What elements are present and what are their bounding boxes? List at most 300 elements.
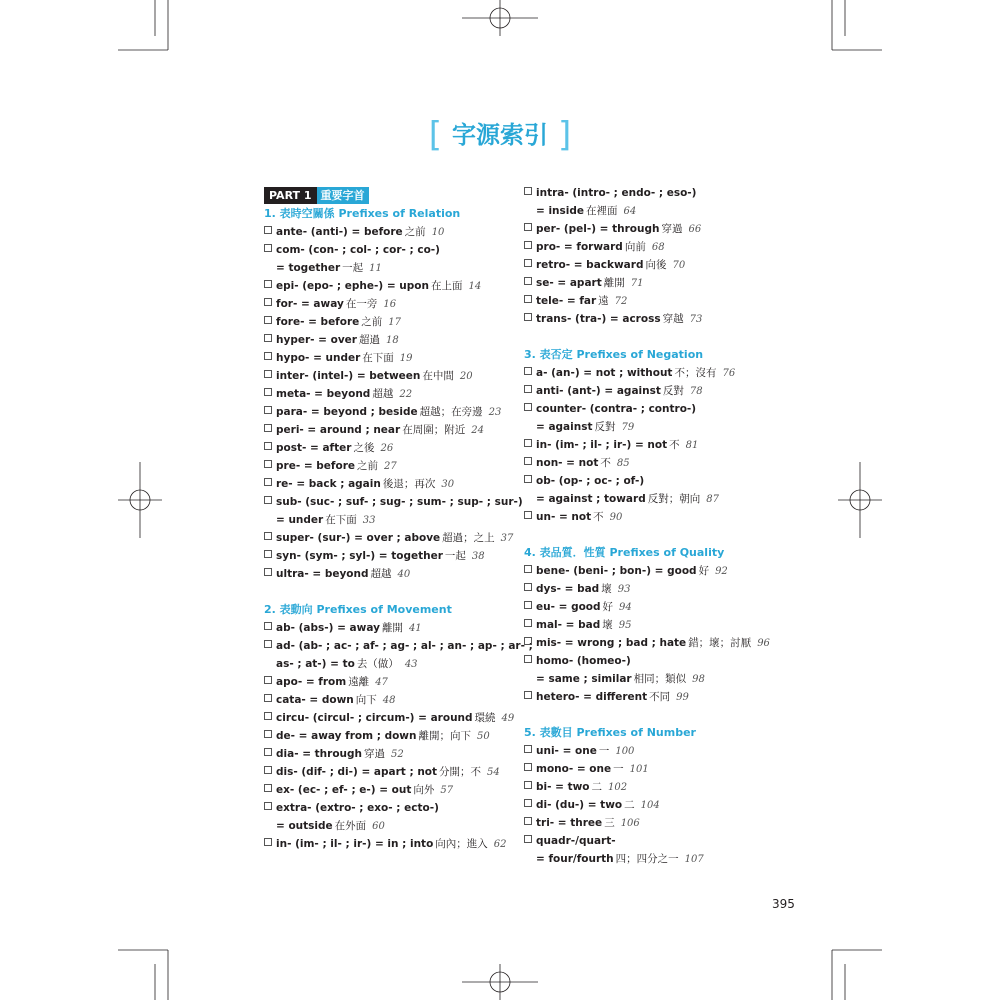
prefix-definition: fore- = before	[276, 316, 360, 328]
index-entry-continuation	[524, 850, 784, 868]
chinese-meaning: 超越	[370, 568, 392, 580]
page-ref: 87	[706, 494, 719, 505]
page-ref: 11	[369, 263, 382, 274]
checkbox-icon	[524, 565, 532, 573]
index-entry	[264, 475, 519, 493]
prefix-definition: counter- (contra- ; contro-)	[536, 403, 697, 415]
page-ref: 64	[623, 206, 637, 217]
page-ref: 76	[722, 368, 736, 379]
chinese-meaning: 環繞	[474, 712, 496, 724]
page-ref: 73	[689, 314, 703, 325]
chinese-meaning: 向前	[624, 241, 646, 253]
index-entry	[264, 727, 519, 745]
checkbox-icon	[264, 388, 272, 396]
prefix-definition: = outside	[276, 820, 333, 832]
checkbox-icon	[524, 817, 532, 825]
page-ref: 27	[384, 461, 397, 472]
index-entry	[524, 796, 784, 814]
page-ref: 78	[689, 386, 703, 397]
index-entry	[264, 421, 519, 439]
checkbox-icon	[524, 655, 532, 663]
prefix-definition: inter- (intel-) = between	[276, 370, 421, 382]
page-ref: 106	[620, 818, 640, 829]
section-heading: 3. 表否定 Prefixes of Negation	[524, 348, 704, 361]
prefix-definition: de- = away from ; down	[276, 730, 417, 742]
index-entry-continuation	[264, 655, 519, 673]
page-ref: 92	[715, 566, 728, 577]
index-entry	[524, 256, 784, 274]
chinese-meaning: 向下	[355, 694, 377, 706]
index-entry	[524, 292, 784, 310]
page-ref: 94	[619, 602, 632, 613]
chinese-meaning: 在外面	[334, 820, 367, 832]
index-entry	[264, 349, 519, 367]
page-ref: 66	[688, 224, 702, 235]
prefix-definition: ultra- = beyond	[276, 568, 369, 580]
chinese-meaning: 在周圍；附近	[402, 424, 466, 436]
prefix-definition: dis- (dif- ; di-) = apart ; not	[276, 766, 438, 778]
index-entry	[524, 814, 784, 832]
chinese-meaning: 不	[669, 439, 680, 451]
prefix-definition: sub- (suc- ; suf- ; sug- ; sum- ; sup- ; sur-)	[276, 496, 523, 508]
index-entry	[524, 472, 784, 490]
prefix-definition: di- (du-) = two	[536, 799, 623, 811]
index-entry	[524, 508, 784, 526]
checkbox-icon	[264, 280, 272, 288]
checkbox-icon	[264, 424, 272, 432]
checkbox-icon	[264, 676, 272, 684]
chinese-meaning: 錯；壞；討厭	[688, 637, 752, 649]
checkbox-icon	[524, 313, 532, 321]
index-entry	[524, 454, 784, 472]
index-entry	[264, 439, 519, 457]
index-entry	[264, 619, 519, 637]
prefix-definition: apo- = from	[276, 676, 347, 688]
checkbox-icon	[524, 259, 532, 267]
chinese-meaning: 一	[598, 745, 610, 757]
checkbox-icon	[264, 748, 272, 756]
chinese-meaning: 二	[591, 781, 603, 793]
chinese-meaning: 之前	[361, 316, 383, 328]
page-ref: 30	[441, 479, 455, 490]
chinese-meaning: 四；四分之一	[615, 853, 679, 865]
index-entry	[524, 760, 784, 778]
index-entry	[264, 763, 519, 781]
checkbox-icon	[524, 403, 532, 411]
chinese-meaning: 反對	[594, 421, 616, 433]
page-ref: 14	[468, 281, 482, 292]
checkbox-icon	[524, 619, 532, 627]
checkbox-icon	[264, 838, 272, 846]
index-entry	[524, 580, 784, 598]
prefix-definition: epi- (epo- ; ephe-) = upon	[276, 280, 429, 292]
checkbox-icon	[524, 457, 532, 465]
page-ref: 26	[380, 443, 394, 454]
index-entry	[524, 238, 784, 256]
checkbox-icon	[264, 334, 272, 342]
chinese-meaning: 去（做）	[356, 658, 399, 670]
page-ref: 70	[672, 260, 686, 271]
index-entry	[524, 184, 784, 202]
chinese-meaning: 超越；在旁邊	[419, 406, 483, 418]
prefix-definition: un- = not	[536, 511, 592, 523]
page-ref: 71	[630, 278, 644, 289]
prefix-definition: ad- (ab- ; ac- ; af- ; ag- ; al- ; an- ; ap- ; ar- ;	[276, 640, 533, 652]
checkbox-icon	[524, 835, 532, 843]
prefix-definition: dia- = through	[276, 748, 363, 760]
index-entry	[264, 277, 519, 295]
section-heading: 1. 表時空關係 Prefixes of Relation	[264, 207, 461, 220]
index-entry	[524, 598, 784, 616]
chinese-meaning: 在中間	[422, 370, 454, 382]
index-entry	[264, 781, 519, 799]
index-entry	[264, 547, 519, 565]
page-ref: 19	[399, 353, 413, 364]
prefix-definition: uni- = one	[536, 745, 597, 757]
prefix-definition: extra- (extro- ; exo- ; ecto-)	[276, 802, 439, 814]
index-entry	[524, 310, 784, 328]
prefix-definition: mis- = wrong ; bad ; hate	[536, 637, 687, 649]
chinese-meaning: 離開	[381, 622, 403, 634]
prefix-definition: homo- (homeo-)	[536, 655, 631, 667]
checkbox-icon	[264, 766, 272, 774]
index-entry-continuation	[524, 418, 784, 436]
chinese-meaning: 在下面	[362, 352, 394, 364]
page-ref: 90	[609, 512, 623, 523]
checkbox-icon	[524, 799, 532, 807]
chinese-meaning: 不	[600, 457, 611, 469]
page-ref: 100	[615, 746, 635, 757]
page-ref: 40	[397, 569, 411, 580]
page-ref: 22	[399, 389, 413, 400]
prefix-definition: = inside	[536, 205, 585, 217]
index-entry	[264, 313, 519, 331]
title-bracket-open: [	[428, 115, 442, 155]
page-ref: 98	[692, 674, 705, 685]
index-column-right	[524, 184, 784, 868]
chinese-meaning: 分開；不	[439, 766, 482, 778]
checkbox-icon	[524, 601, 532, 609]
chinese-meaning: 一起	[444, 550, 466, 562]
index-entry	[524, 634, 784, 652]
prefix-definition: hypo- = under	[276, 352, 361, 364]
chinese-meaning: 一	[613, 763, 624, 775]
checkbox-icon	[524, 781, 532, 789]
page-ref: 102	[608, 782, 628, 793]
index-entry	[264, 835, 519, 853]
prefix-definition: post- = after	[276, 442, 352, 454]
page-ref: 18	[385, 335, 399, 346]
prefix-definition: bene- (beni- ; bon-) = good	[536, 565, 697, 577]
prefix-definition: peri- = around ; near	[276, 424, 401, 436]
prefix-definition: mono- = one	[536, 763, 612, 775]
prefix-definition: hyper- = over	[276, 334, 357, 346]
index-entry	[264, 799, 519, 817]
checkbox-icon	[264, 550, 272, 558]
index-entry	[524, 400, 784, 418]
page-ref: 43	[404, 659, 418, 670]
checkbox-icon	[264, 352, 272, 360]
prefix-definition: = together	[276, 262, 341, 274]
page-ref: 38	[471, 551, 485, 562]
chinese-meaning: 超越	[372, 388, 394, 400]
page-ref: 95	[618, 620, 632, 631]
chinese-meaning: 之前	[404, 226, 426, 238]
chinese-meaning: 二	[624, 799, 635, 811]
chinese-meaning: 在上面	[430, 280, 463, 292]
prefix-definition: tele- = far	[536, 295, 597, 307]
index-entry	[524, 436, 784, 454]
index-entry	[264, 403, 519, 421]
page-ref: 107	[684, 854, 704, 865]
index-entry	[264, 709, 519, 727]
prefix-definition: com- (con- ; col- ; cor- ; co-)	[276, 244, 440, 256]
index-entry	[264, 673, 519, 691]
chinese-meaning: 在下面	[325, 514, 357, 526]
prefix-definition: circu- (circul- ; circum-) = around	[276, 712, 473, 724]
checkbox-icon	[264, 622, 272, 630]
prefix-definition: ob- (op- ; oc- ; of-)	[536, 475, 645, 487]
index-column-left	[264, 184, 533, 853]
page-ref: 24	[471, 425, 484, 436]
index-entry	[264, 385, 519, 403]
section-heading: 4. 表品質．性質 Prefixes of Quality	[524, 546, 725, 559]
page-ref: 60	[372, 821, 385, 832]
index-entry	[264, 637, 533, 655]
chinese-meaning: 在裡面	[586, 205, 618, 217]
prefix-definition: trans- (tra-) = across	[536, 313, 661, 325]
prefix-definition: pro- = forward	[536, 241, 623, 253]
checkbox-icon	[264, 370, 272, 378]
chinese-meaning: 不；沒有	[674, 367, 717, 379]
page-ref: 81	[685, 440, 699, 451]
page-ref: 96	[757, 638, 770, 649]
chinese-meaning: 不同	[649, 691, 671, 703]
chinese-meaning: 反對	[662, 385, 684, 397]
chinese-meaning: 一起	[342, 262, 364, 274]
checkbox-icon	[524, 511, 532, 519]
chinese-meaning: 在一旁	[345, 298, 378, 310]
part-label: PART 1	[264, 187, 317, 204]
prefix-definition: in- (im- ; il- ; ir-) = in ; into	[276, 838, 434, 850]
prefix-definition: eu- = good	[536, 601, 601, 613]
prefix-definition: in- (im- ; il- ; ir-) = not	[536, 439, 668, 451]
chinese-meaning: 遠離	[348, 676, 370, 688]
index-entry-continuation	[524, 490, 784, 508]
checkbox-icon	[264, 298, 272, 306]
index-entry	[264, 493, 523, 511]
page-ref: 85	[616, 458, 630, 469]
prefix-definition: = against ; toward	[536, 493, 646, 505]
checkbox-icon	[524, 241, 532, 249]
checkbox-icon	[264, 442, 272, 450]
checkbox-icon	[524, 691, 532, 699]
checkbox-icon	[264, 478, 272, 486]
prefix-definition: = under	[276, 514, 324, 526]
index-entry	[524, 274, 784, 292]
prefix-definition: hetero- = different	[536, 691, 648, 703]
chinese-meaning: 穿越	[662, 313, 684, 325]
prefix-definition: cata- = down	[276, 694, 354, 706]
index-entry	[524, 778, 784, 796]
index-entry-continuation	[264, 259, 519, 277]
checkbox-icon	[264, 496, 272, 504]
chinese-meaning: 向內；進入	[435, 838, 488, 850]
prefix-definition: se- = apart	[536, 277, 602, 289]
index-entry-continuation	[264, 511, 519, 529]
checkbox-icon	[264, 712, 272, 720]
page-ref: 72	[614, 296, 628, 307]
checkbox-icon	[524, 367, 532, 375]
chinese-meaning: 離開	[603, 277, 625, 289]
checkbox-icon	[264, 640, 272, 648]
page-ref: 79	[621, 422, 635, 433]
index-entry	[524, 382, 784, 400]
prefix-definition: syn- (sym- ; syl-) = together	[276, 550, 443, 562]
checkbox-icon	[264, 226, 272, 234]
chinese-meaning: 好	[698, 565, 710, 577]
prefix-definition: retro- = backward	[536, 259, 644, 271]
chinese-meaning: 後退；再次	[382, 478, 436, 490]
index-entry	[264, 331, 519, 349]
index-entry-continuation	[524, 202, 784, 220]
index-entry	[264, 223, 519, 241]
checkbox-icon	[264, 460, 272, 468]
chinese-meaning: 之前	[357, 460, 379, 472]
page-ref: 37	[500, 533, 514, 544]
page-title-text: 字源索引	[452, 121, 548, 149]
page-ref: 17	[388, 317, 402, 328]
chinese-meaning: 好	[602, 601, 614, 613]
index-entry	[524, 742, 784, 760]
prefix-definition: anti- (ant-) = against	[536, 385, 661, 397]
checkbox-icon	[264, 406, 272, 414]
chinese-meaning: 反對；朝向	[647, 493, 701, 505]
page-ref: 47	[375, 677, 388, 688]
page-number: 395	[772, 897, 795, 911]
index-entry	[264, 565, 519, 583]
section-heading: 5. 表數目 Prefixes of Number	[524, 726, 696, 739]
checkbox-icon	[524, 385, 532, 393]
prefix-definition: tri- = three	[536, 817, 603, 829]
checkbox-icon	[264, 694, 272, 702]
prefix-definition: meta- = beyond	[276, 388, 371, 400]
part-name: 重要字首	[317, 187, 369, 204]
page-title	[0, 112, 1000, 158]
checkbox-icon	[524, 277, 532, 285]
chinese-meaning: 壞	[602, 619, 613, 631]
page-ref: 68	[651, 242, 665, 253]
prefix-definition: pre- = before	[276, 460, 356, 472]
prefix-definition: ex- (ec- ; ef- ; e-) = out	[276, 784, 412, 796]
page-ref: 62	[493, 839, 507, 850]
checkbox-icon	[524, 745, 532, 753]
page-ref: 16	[383, 299, 397, 310]
page-ref: 41	[408, 623, 422, 634]
chinese-meaning: 三	[604, 817, 615, 829]
prefix-definition: mal- = bad	[536, 619, 601, 631]
page-ref: 48	[382, 695, 396, 706]
checkbox-icon	[264, 730, 272, 738]
prefix-definition: ab- (abs-) = away	[276, 622, 380, 634]
page-ref: 99	[676, 692, 689, 703]
chinese-meaning: 離開；向下	[418, 730, 471, 742]
prefix-definition: = four/fourth	[536, 853, 614, 865]
page-ref: 49	[501, 713, 515, 724]
chinese-meaning: 壞	[601, 583, 612, 595]
chinese-meaning: 穿過	[661, 223, 683, 235]
prefix-definition: per- (pel-) = through	[536, 223, 660, 235]
checkbox-icon	[264, 244, 272, 252]
page-ref: 101	[629, 764, 649, 775]
index-entry	[264, 691, 519, 709]
index-entry	[264, 295, 519, 313]
index-entry	[264, 529, 519, 547]
prefix-definition: re- = back ; again	[276, 478, 381, 490]
page-ref: 23	[488, 407, 502, 418]
checkbox-icon	[524, 475, 532, 483]
index-entry	[524, 688, 784, 706]
chinese-meaning: 向外	[413, 784, 435, 796]
index-entry	[524, 562, 784, 580]
page-ref: 57	[440, 785, 454, 796]
index-entry	[524, 652, 784, 670]
section-heading: 2. 表動向 Prefixes of Movement	[264, 603, 452, 616]
prefix-definition: for- = away	[276, 298, 344, 310]
checkbox-icon	[264, 802, 272, 810]
prefix-definition: ante- (anti-) = before	[276, 226, 403, 238]
index-entry	[524, 832, 784, 850]
prefix-definition: as- ; at-) = to	[276, 658, 355, 670]
prefix-definition: = same ; similar	[536, 673, 632, 685]
checkbox-icon	[524, 187, 532, 195]
prefix-definition: dys- = bad	[536, 583, 600, 595]
checkbox-icon	[524, 439, 532, 447]
checkbox-icon	[264, 316, 272, 324]
title-bracket-close: ]	[558, 115, 572, 155]
chinese-meaning: 不	[593, 511, 604, 523]
index-entry-continuation	[524, 670, 784, 688]
prefix-definition: non- = not	[536, 457, 599, 469]
checkbox-icon	[524, 763, 532, 771]
chinese-meaning: 超過	[358, 334, 380, 346]
checkbox-icon	[524, 295, 532, 303]
page-ref: 33	[362, 515, 376, 526]
prefix-definition: quadr-/quart-	[536, 835, 616, 847]
page-ref: 93	[617, 584, 631, 595]
part-header	[264, 187, 519, 204]
page-ref: 20	[459, 371, 473, 382]
checkbox-icon	[524, 223, 532, 231]
index-entry	[524, 220, 784, 238]
page-ref: 10	[431, 227, 445, 238]
page-ref: 54	[487, 767, 500, 778]
checkbox-icon	[524, 637, 532, 645]
page-ref: 104	[640, 800, 660, 811]
index-entry	[524, 364, 784, 382]
prefix-definition: para- = beyond ; beside	[276, 406, 418, 418]
checkbox-icon	[264, 568, 272, 576]
chinese-meaning: 超過；之上	[442, 532, 495, 544]
index-entry-continuation	[264, 817, 519, 835]
page-ref: 50	[476, 731, 490, 742]
index-entry	[524, 616, 784, 634]
prefix-definition: super- (sur-) = over ; above	[276, 532, 441, 544]
chinese-meaning: 穿過	[364, 748, 386, 760]
prefix-definition: = against	[536, 421, 593, 433]
index-entry	[264, 457, 519, 475]
index-entry	[264, 745, 519, 763]
